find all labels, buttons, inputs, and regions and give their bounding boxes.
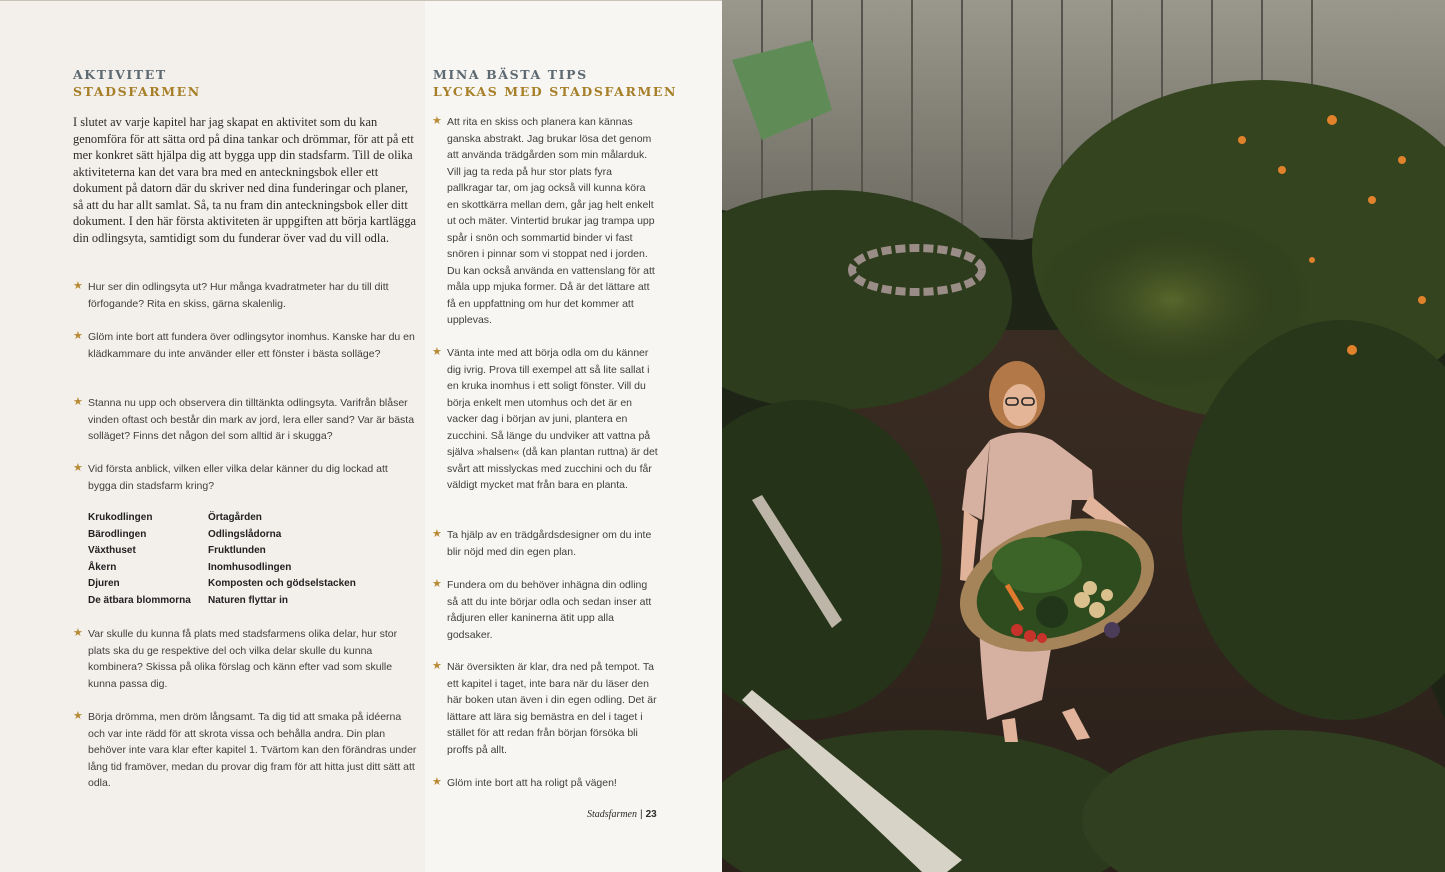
page-top-rule: [0, 0, 722, 1]
list-item: Odlingslådorna: [208, 528, 282, 540]
list-item: Komposten och gödselstacken: [208, 578, 356, 589]
tip-bullet: ★ Fundera om du behöver inhägna din odling så att du inte börjar odla och sedan inser att rådjuren eller kaninerna ätit upp alla godsaker.: [432, 578, 652, 641]
activity-heading: [73, 66, 201, 100]
tip-bullet: ★ Glöm inte bort att ha roligt på vägen!: [432, 776, 617, 789]
folio-separator: |: [640, 809, 643, 820]
star-icon: ★: [73, 396, 83, 408]
tip-bullet: ★ Ta hjälp av en trädgårdsdesigner om du inte blir nöjd med din egen plan.: [432, 528, 652, 558]
list-item: Naturen flyttar in: [208, 594, 289, 606]
activity-bullet: ★ Glöm inte bort att fundera över odlingsytor inomhus. Kanske har du en klädkammare du inte använder eller ett fönster i bästa solläge?: [73, 330, 415, 360]
tip-bullet: ★ När översikten är klar, dra ned på tempot. Ta ett kapitel i taget, inte bara när du läser den här boken utan även i din egen odling. Det är lättare att lära sig bemästra en del i taget i stället för att redan från början försöka bli proffs på allt.: [432, 660, 657, 756]
activity-title: STADSFARMEN: [73, 84, 201, 99]
star-icon: ★: [73, 330, 83, 342]
activity-bullet: ★ Hur ser din odlingsyta ut? Hur många kvadratmeter har du till ditt förfogande? Rita en skiss, gärna skalenlig.: [73, 280, 389, 310]
star-icon: ★: [73, 710, 83, 722]
star-icon: ★: [73, 627, 83, 639]
star-icon: ★: [73, 280, 83, 292]
list-item: Fruktlunden: [208, 545, 266, 556]
list-item: De ätbara blommorna: [88, 594, 191, 606]
list-item: Djuren: [88, 578, 120, 589]
activity-bullet: ★ Var skulle du kunna få plats med stadsfarmens olika delar, hur stor plats ska du ge respektive del och vilka delar skulle du kunna kombinera? Skissa på olika förslag och känn efter vad som skulle kunna passa dig.: [73, 627, 398, 690]
activity-bullet: ★ Vid första anblick, vilken eller vilka delar känner du dig lockad att bygga din stadsfarm kring?: [73, 462, 388, 492]
star-icon: ★: [432, 776, 442, 788]
activity-intro: I slutet av varje kapitel har jag skapat en aktivitet som du kan genomföra för att sätta ord på dina tankar och drömmar, för att på ett mer konkret sätt hjälpa dig att bygga upp din stadsfarm. Till de olika aktiviteterna kan det vara bra med en anteckningsbok eller ett dokument på datorn där du skriver ned dina funderingar och planer, så att du har allt samlat. Så, ta nu fram din anteckningsbok eller ditt dokument. I den här första aktiviteten är uppgiften att börja kartlägga din odlingsyta, samtidigt som du funderar över vad du vill odla.: [73, 115, 417, 245]
list-item: Inomhusodlingen: [208, 561, 292, 573]
star-icon: ★: [432, 528, 442, 540]
page-footer: [587, 809, 657, 820]
garden-photo: [722, 0, 1445, 872]
list-item: Växthuset: [88, 545, 136, 556]
list-item: Krukodlingen: [88, 512, 153, 523]
tips-title: LYCKAS MED STADSFARMEN: [433, 84, 678, 99]
activity-bullet: ★ Stanna nu upp och observera din tilltänkta odlingsyta. Varifrån blåser vinden oftast och består din mark av jord, lera eller sand? Var är bästa solläget? Finns det någon del som alltid är i skugga?: [73, 396, 415, 442]
tips-heading: [433, 66, 677, 100]
garden-photo-illustration: [722, 0, 1445, 872]
star-icon: ★: [432, 578, 442, 590]
list-item: Åkern: [88, 561, 117, 573]
star-icon: ★: [73, 462, 83, 474]
activity-label: AKTIVITET: [73, 67, 167, 82]
page-number: 23: [645, 809, 657, 820]
tip-bullet: ★ Att rita en skiss och planera kan kännas ganska abstrakt. Jag brukar lösa det genom att använda trädgården som min målarduk. Vill jag ta reda på hur stor plats fyra pallkragar tar, om jag också vill kunna köra en skottkärra mellan dem, går jag helt enkelt ut och mäter. Vintertid brukar jag trampa upp spår i snön och sommartid binder vi fast snören i pinnar som vi stoppat ned i jorden. Du kan också använda en vattenslang för att måla upp mjuka former. Då är det lättare att få en uppfattning om hur det kommer att upplevas.: [432, 115, 655, 326]
list-item: Örtagården: [208, 512, 262, 523]
activity-bullet: ★ Börja drömma, men dröm långsamt. Ta dig tid att smaka på idéerna och var inte rädd för att skrota vissa och behålla andra. Din plan behöver inte vara klar efter kapitel 1. Tvärtom kan den förändras under lång tid framöver, medan du provar dig fram för att hitta just ditt sätt att odla.: [73, 710, 417, 789]
running-title: Stadsfarmen: [587, 809, 637, 820]
star-icon: ★: [432, 115, 442, 127]
tip-bullet: ★ Vänta inte med att börja odla om du känner dig ivrig. Prova till exempel att så lite sallat i en kruka inomhus i ett soligt fönster. Vill du börja enkelt men utomhus och det är en vacker dag i början av juni, plantera en zucchini. Så länge du undviker att vattna på själva »halsen« (då kan plantan ruttna) är det svårt att misslyckas med zucchini och du får väldigt mycket mat från bara en planta.: [432, 346, 658, 491]
list-item: Bärodlingen: [88, 528, 147, 540]
tips-label: MINA BÄSTA TIPS: [433, 67, 588, 82]
star-icon: ★: [432, 660, 442, 672]
star-icon: ★: [432, 346, 442, 358]
